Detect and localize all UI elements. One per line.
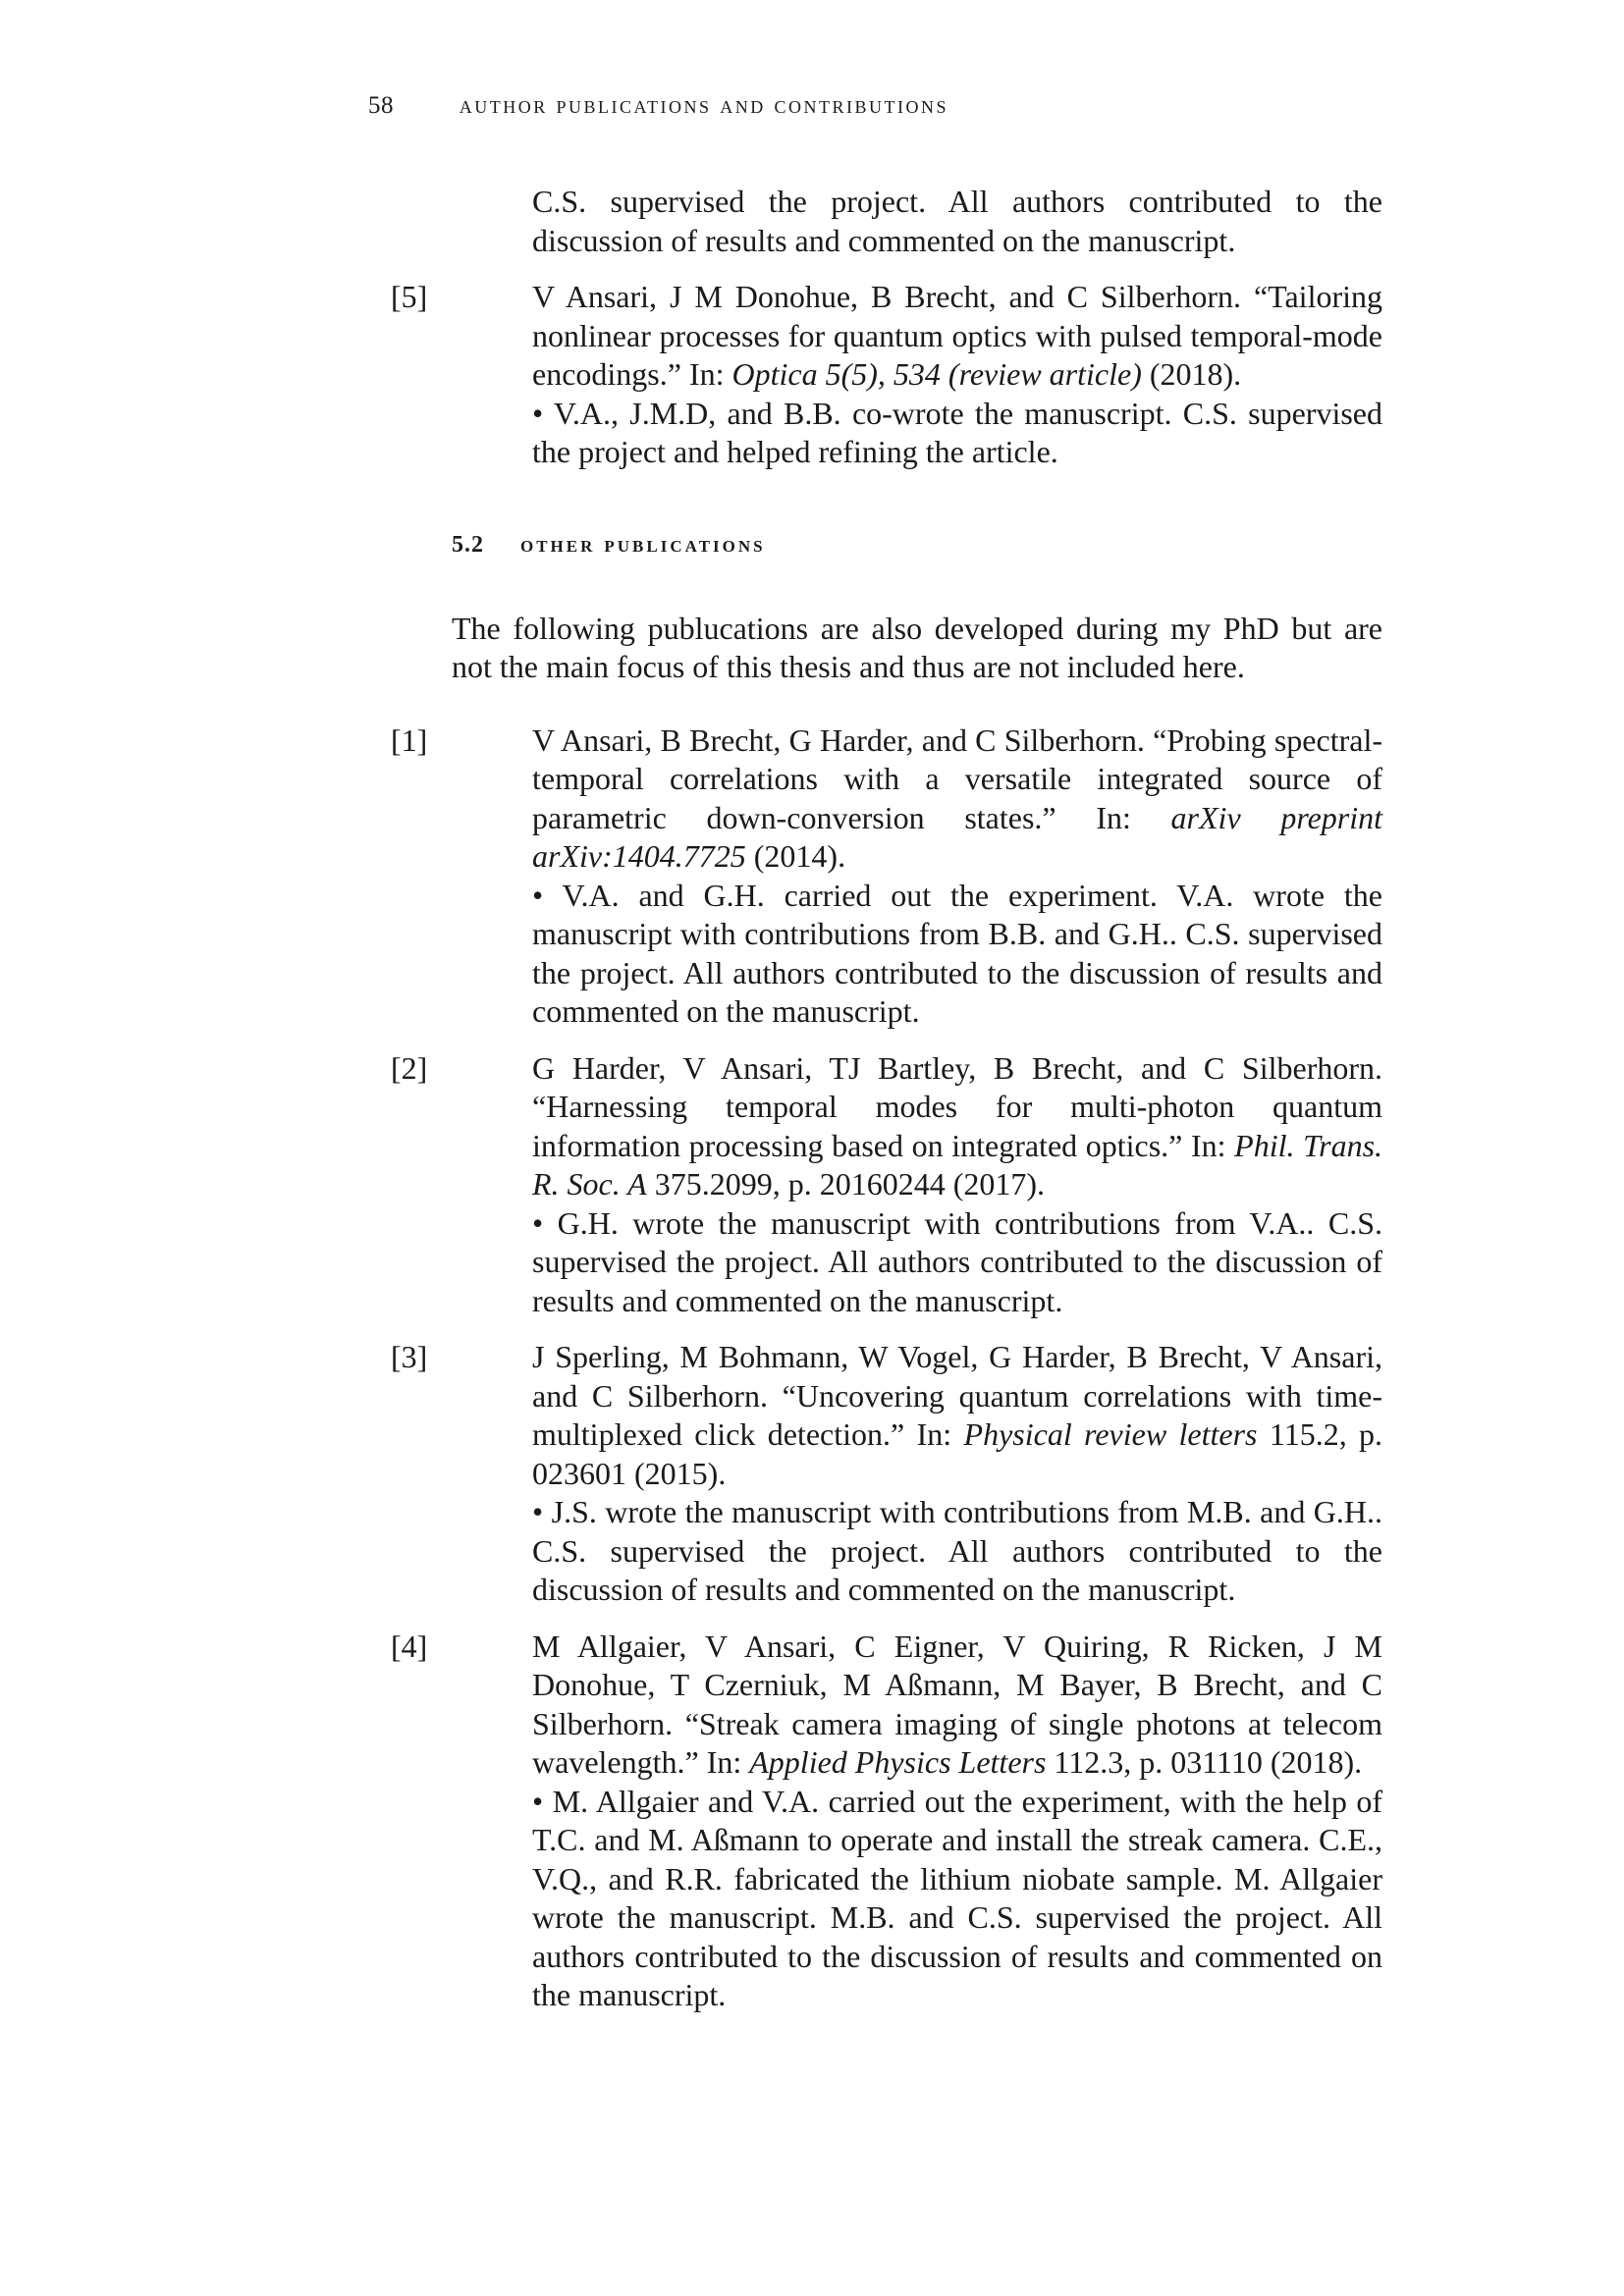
entry-title: “Probing spectral-temporal correlations with a versatile integrated source of parametric down-conversion states.” — [532, 721, 1383, 835]
other-publications-list — [391, 721, 1383, 2015]
entry-venue: Phil. Trans. R. Soc. A — [532, 1127, 1383, 1201]
page-header — [368, 92, 948, 120]
entry-in-label: In: — [1191, 1127, 1226, 1163]
entry-authors: V Ansari, B Brecht, G Harder, and C Silberhorn. — [532, 721, 1145, 758]
entry-contribution: • V.A., J.M.D, and B.B. co-wrote the manuscript. C.S. supervised the project and helped refining the article. — [532, 395, 1382, 469]
entry-citation — [532, 1338, 1382, 1493]
entry-year: (2018). — [1149, 356, 1242, 392]
entry-authors: G Harder, V Ansari, TJ Bartley, B Brecht, and C Silberhorn. — [532, 1049, 1382, 1086]
entry-details: 112.3, p. 031110 (2018). — [1054, 1744, 1363, 1780]
entry-details: 115.2, p. 023601 (2015). — [532, 1416, 1383, 1491]
section-title: other publications — [520, 531, 766, 558]
entry-venue: arXiv preprint arXiv:1404.7725 — [532, 799, 1383, 874]
entry-in-label: In: — [1096, 799, 1131, 835]
entry-in-label: In: — [688, 356, 725, 392]
section-intro: The following publucations are also developed during my PhD but are not the main focus of this thesis and thus are not included here. — [452, 610, 1382, 684]
entry-number: [2] — [391, 1049, 428, 1086]
entry-title: “Streak camera imaging of single photons at telecom wavelength.” — [532, 1705, 1383, 1780]
entry-contribution: • M. Allgaier and V.A. carried out the experiment, with the help of T.C. and M. Aßmann to operate and install the streak camera. C.E., V.Q., and R.R. fabricated the lithium niobate sample. M. Allgaier wrote the manuscript. M.B. and C.S. supervised the project. All authors contributed to the discussion of results and commented on the manuscript. — [532, 1783, 1382, 2012]
continued-entry — [532, 183, 1382, 260]
entry-authors: V Ansari, J M Donohue, B Brecht, and C Silberhorn. — [532, 279, 1242, 314]
entry-title: “Harnessing temporal modes for multi-photon quantum information processing based on integrated optics.” — [532, 1089, 1382, 1163]
section-number: 5.2 — [452, 531, 484, 558]
entry-title: “Uncovering quantum correlations with time-multiplexed click detection.” — [532, 1377, 1383, 1452]
entry-number: [4] — [391, 1628, 428, 1664]
entry-venue: Optica 5(5), 534 (review article) — [731, 356, 1142, 392]
running-title: author publications and contributions — [459, 92, 949, 119]
entry-venue: Physical review letters — [963, 1416, 1258, 1452]
page-number: 58 — [368, 92, 394, 119]
page-content — [391, 183, 1383, 2015]
entry-title: “Tailoring nonlinear processes for quantum optics with pulsed temporal-mode encodings.” — [532, 279, 1382, 392]
entry-citation — [532, 721, 1382, 877]
entry-body — [532, 1049, 1382, 1321]
entry-authors: M Allgaier, V Ansari, C Eigner, V Quiring, R Ricken, J M Donohue, T Czerniuk, M Aßmann, M Bayer, B Brecht, and C Silberhorn. — [532, 1628, 1382, 1741]
publication-entry-4 — [391, 1628, 1383, 2015]
entry-in-label: In: — [916, 1416, 952, 1452]
continued-contribution: C.S. supervised the project. All authors contributed to the discussion of results and commented on the manuscript. — [532, 184, 1382, 258]
publication-entry-3 — [391, 1338, 1383, 1610]
entry-contribution: • J.S. wrote the manuscript with contributions from M.B. and G.H.. C.S. supervised the project. All authors contributed to the discussion of results and commented on the manuscript. — [532, 1494, 1382, 1607]
entry-body — [532, 1628, 1382, 2015]
entry-venue: Applied Physics Letters — [749, 1744, 1047, 1780]
entry-number: [1] — [391, 721, 428, 758]
entry-contribution: • G.H. wrote the manuscript with contributions from V.A.. C.S. supervised the project. All authors contributed to the discussion of results and commented on the manuscript. — [532, 1204, 1382, 1318]
entry-details: (2014). — [753, 838, 846, 874]
entry-details: 375.2099, p. 20160244 (2017). — [654, 1166, 1046, 1201]
entry-body — [532, 1338, 1382, 1610]
entry-body — [532, 278, 1382, 472]
entry-body — [532, 721, 1382, 1032]
entry-number: [5] — [391, 279, 428, 314]
entry-number: [3] — [391, 1339, 428, 1374]
entry-contribution: • V.A. and G.H. carried out the experiment. V.A. wrote the manuscript with contributions from B.B. and G.H.. C.S. supervised the project. All authors contributed to the discussion of results and commented on the manuscript. — [532, 877, 1382, 1029]
publication-entry-2 — [391, 1049, 1383, 1321]
publication-entry-1 — [391, 721, 1383, 1032]
entry-in-label: In: — [706, 1744, 742, 1780]
entry-authors: J Sperling, M Bohmann, W Vogel, G Harder, B Brecht, V Ansari, and C Silberhorn. — [532, 1339, 1382, 1414]
publication-entry-5 — [391, 278, 1382, 472]
entry-citation — [532, 1049, 1382, 1204]
entry-citation — [532, 1628, 1382, 1783]
entry-citation — [532, 278, 1382, 395]
section-heading — [452, 530, 1382, 560]
